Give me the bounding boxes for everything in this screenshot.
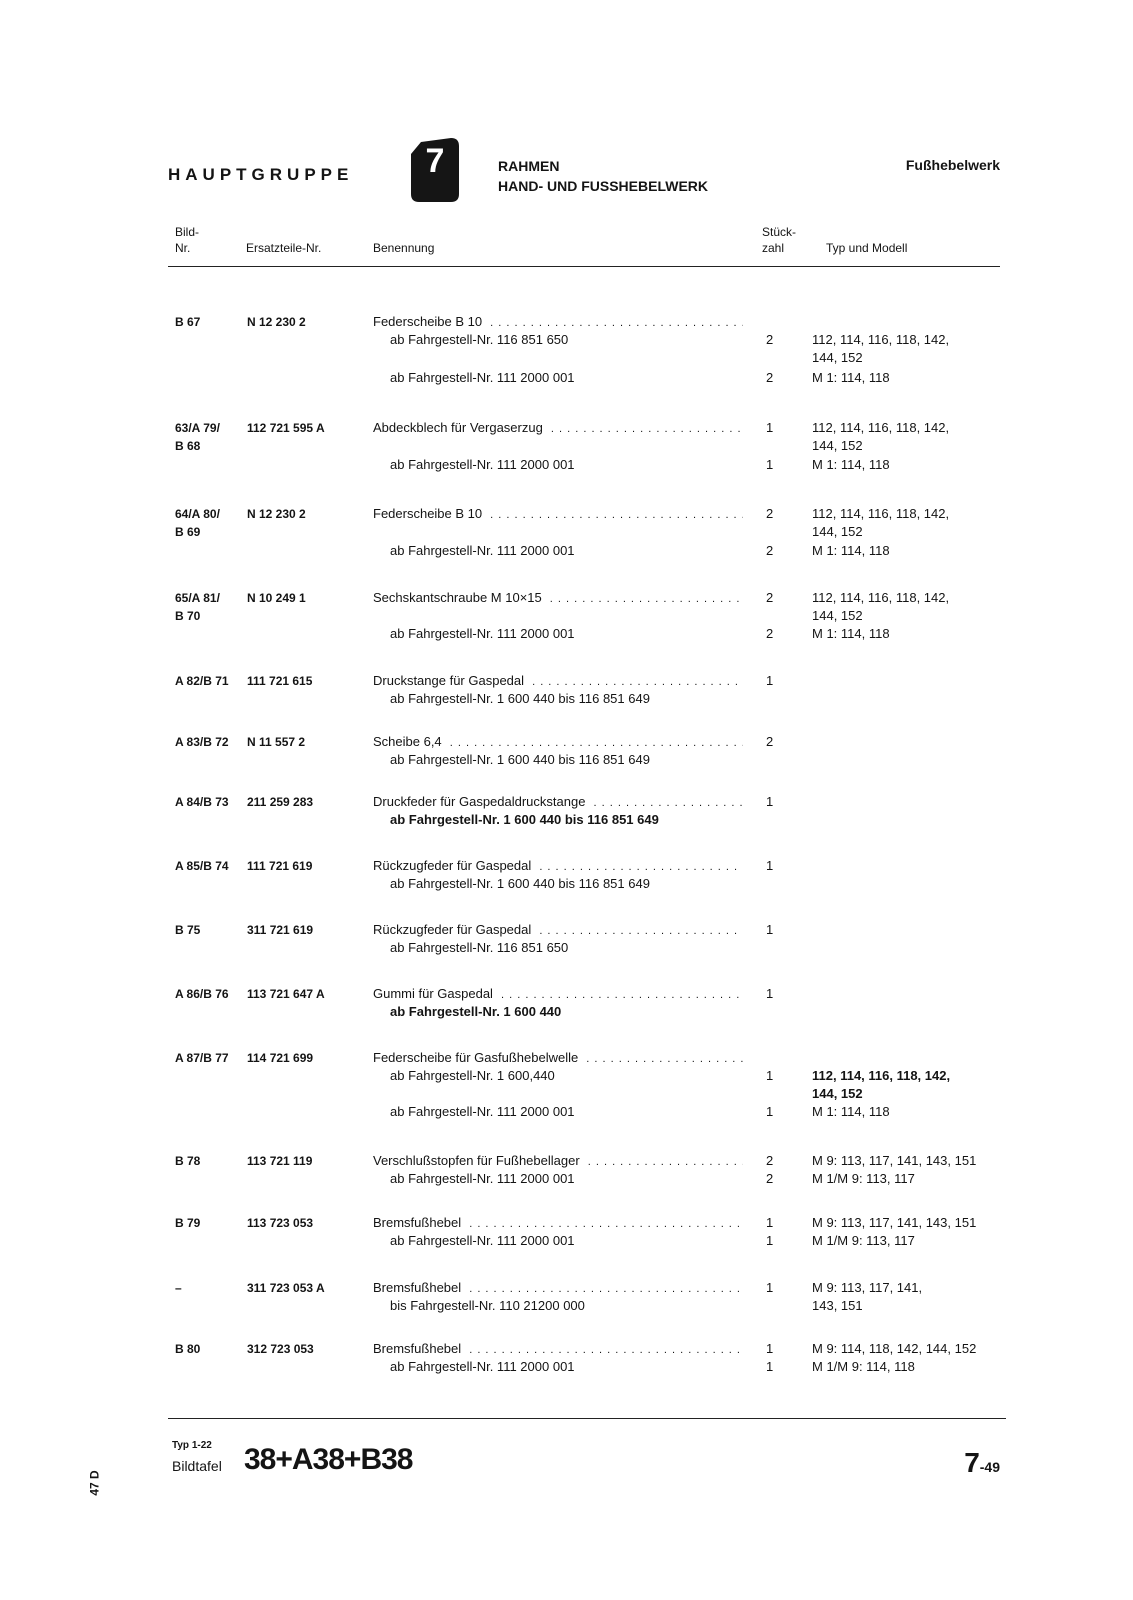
group-number: 7 xyxy=(425,142,445,180)
model-list: 112, 114, 116, 118, 142, xyxy=(812,332,950,347)
part-name xyxy=(373,505,743,524)
side-code: 47 D xyxy=(87,1470,102,1496)
page-number xyxy=(920,1447,1000,1479)
footer-rule xyxy=(168,1418,1006,1419)
model-list: M 9: 113, 117, 141, xyxy=(812,1280,923,1295)
quantity: 2 xyxy=(766,506,774,521)
part-name xyxy=(373,793,743,812)
part-name xyxy=(373,1049,743,1068)
model-list: M 1: 114, 118 xyxy=(812,370,890,385)
chassis-range: ab Fahrgestell-Nr. 111 2000 001 xyxy=(390,1233,575,1248)
model-list-cont: 144, 152 xyxy=(812,1086,863,1101)
model-list: 112, 114, 116, 118, 142, xyxy=(812,420,950,435)
part-name xyxy=(373,921,743,940)
part-nr: 211 259 283 xyxy=(247,795,314,809)
col-bild xyxy=(175,224,199,256)
col-qty-line2: zahl xyxy=(762,241,785,255)
part-name xyxy=(373,1340,743,1359)
model-list: M 1: 114, 118 xyxy=(812,457,890,472)
part-name-text: Druckfeder für Gaspedaldruckstange xyxy=(373,794,589,809)
part-nr: 113 723 053 xyxy=(247,1216,314,1230)
bild-nr-cont: B 69 xyxy=(175,525,201,539)
section-title-2: HAND- UND FUSSHEBELWERK xyxy=(498,178,708,194)
quantity: 2 xyxy=(766,370,774,385)
quantity: 1 xyxy=(766,420,774,435)
model-list: M 1/M 9: 113, 117 xyxy=(812,1233,915,1248)
col-model: Typ und Modell xyxy=(826,241,908,255)
chassis-range: ab Fahrgestell-Nr. 111 2000 001 xyxy=(390,543,575,558)
bild-nr: B 78 xyxy=(175,1154,201,1168)
chassis-range: ab Fahrgestell-Nr. 1 600 440 xyxy=(390,1004,562,1019)
part-name-text: Bremsfußhebel xyxy=(373,1341,465,1356)
part-name-text: Rückzugfeder für Gaspedal xyxy=(373,858,535,873)
header-rule xyxy=(168,266,1000,267)
quantity: 1 xyxy=(766,986,774,1001)
model-list: 112, 114, 116, 118, 142, xyxy=(812,1068,951,1083)
part-nr: 113 721 119 xyxy=(247,1154,313,1168)
part-nr: 113 721 647 A xyxy=(247,987,325,1001)
model-list: M 1: 114, 118 xyxy=(812,543,890,558)
quantity: 2 xyxy=(766,543,774,558)
bild-nr: A 87/B 77 xyxy=(175,1051,229,1065)
model-list: M 1/M 9: 113, 117 xyxy=(812,1171,915,1186)
section-title-1: RAHMEN xyxy=(498,158,560,174)
model-list: M 9: 113, 117, 141, 143, 151 xyxy=(812,1153,977,1168)
bild-nr: A 86/B 76 xyxy=(175,987,229,1001)
quantity: 1 xyxy=(766,858,774,873)
bild-nr: B 79 xyxy=(175,1216,201,1230)
model-list-cont: 144, 152 xyxy=(812,438,863,453)
model-list: 112, 114, 116, 118, 142, xyxy=(812,506,950,521)
model-list-cont: 144, 152 xyxy=(812,524,863,539)
part-name-text: Bremsfußhebel xyxy=(373,1280,465,1295)
chassis-range: ab Fahrgestell-Nr. 116 851 650 xyxy=(390,332,569,347)
chassis-range: ab Fahrgestell-Nr. 1 600 440 bis 116 851 649 xyxy=(390,812,659,827)
col-name: Benennung xyxy=(373,241,435,255)
quantity: 1 xyxy=(766,1068,774,1083)
part-name xyxy=(373,672,743,691)
bild-nr: A 83/B 72 xyxy=(175,735,229,749)
model-list: M 1/M 9: 114, 118 xyxy=(812,1359,915,1374)
bild-nr: 64/A 80/ xyxy=(175,507,220,521)
part-nr: 311 723 053 A xyxy=(247,1281,325,1295)
part-name-text: Federscheibe B 10 xyxy=(373,314,486,329)
quantity: 2 xyxy=(766,734,774,749)
bild-nr: B 75 xyxy=(175,923,201,937)
quantity: 1 xyxy=(766,1280,774,1295)
part-name-text: Bremsfußhebel xyxy=(373,1215,465,1230)
col-bild-line2: Nr. xyxy=(175,241,191,255)
part-nr: N 12 230 2 xyxy=(247,315,306,329)
bild-nr: – xyxy=(175,1281,182,1295)
part-name-text: Rückzugfeder für Gaspedal xyxy=(373,922,535,937)
part-nr: 311 721 619 xyxy=(247,923,314,937)
part-nr: 111 721 615 xyxy=(247,674,313,688)
type-label: Typ 1-22 xyxy=(172,1440,212,1451)
quantity: 2 xyxy=(766,590,774,605)
part-name xyxy=(373,1152,743,1171)
group-label: HAUPTGRUPPE xyxy=(168,165,354,184)
bild-nr: A 84/B 73 xyxy=(175,795,229,809)
bild-nr: B 67 xyxy=(175,315,201,329)
part-nr: 312 723 053 xyxy=(247,1342,314,1356)
part-name xyxy=(373,857,743,876)
part-name xyxy=(373,1214,743,1233)
part-name-text: Verschlußstopfen für Fußhebellager xyxy=(373,1153,584,1168)
bild-nr: B 80 xyxy=(175,1342,201,1356)
chassis-range: ab Fahrgestell-Nr. 1 600 440 bis 116 851 649 xyxy=(390,691,650,706)
bildtafel-value: 38+A38+B38 xyxy=(244,1443,413,1476)
part-nr: 111 721 619 xyxy=(247,859,313,873)
part-name-text: Abdeckblech für Vergaserzug xyxy=(373,420,547,435)
part-nr: N 10 249 1 xyxy=(247,591,306,605)
quantity: 1 xyxy=(766,1215,774,1230)
bild-nr: A 85/B 74 xyxy=(175,859,229,873)
chassis-range: ab Fahrgestell-Nr. 111 2000 001 xyxy=(390,457,575,472)
part-name xyxy=(373,733,743,752)
part-name-text: Druckstange für Gaspedal xyxy=(373,673,528,688)
group-badge xyxy=(407,136,463,206)
chassis-range: ab Fahrgestell-Nr. 1 600 440 bis 116 851 649 xyxy=(390,876,650,891)
quantity: 1 xyxy=(766,922,774,937)
model-list: M 1: 114, 118 xyxy=(812,1104,890,1119)
chassis-range: ab Fahrgestell-Nr. 111 2000 001 xyxy=(390,1171,575,1186)
model-list-cont: 144, 152 xyxy=(812,350,863,365)
part-name-text: Federscheibe B 10 xyxy=(373,506,486,521)
part-nr: 112 721 595 A xyxy=(247,421,325,435)
col-part: Ersatzteile-Nr. xyxy=(246,241,322,255)
quantity: 1 xyxy=(766,1104,774,1119)
chassis-range: ab Fahrgestell-Nr. 111 2000 001 xyxy=(390,1359,575,1374)
bild-nr: 63/A 79/ xyxy=(175,421,220,435)
model-list: M 1: 114, 118 xyxy=(812,626,890,641)
part-name-text: Sechskantschraube M 10×15 xyxy=(373,590,546,605)
quantity: 1 xyxy=(766,1359,774,1374)
model-list: M 9: 114, 118, 142, 144, 152 xyxy=(812,1341,977,1356)
quantity: 2 xyxy=(766,626,774,641)
part-name xyxy=(373,1279,743,1298)
bildtafel-label: Bildtafel xyxy=(172,1458,222,1474)
col-qty-line1: Stück- xyxy=(762,225,797,239)
quantity: 2 xyxy=(766,1153,774,1168)
quantity: 1 xyxy=(766,794,774,809)
model-list-cont: 143, 151 xyxy=(812,1298,863,1313)
page-main: 7 xyxy=(964,1447,980,1478)
chassis-range: ab Fahrgestell-Nr. 1 600 440 bis 116 851 649 xyxy=(390,752,650,767)
chassis-range: bis Fahrgestell-Nr. 110 21200 000 xyxy=(390,1298,585,1313)
chassis-range: ab Fahrgestell-Nr. 116 851 650 xyxy=(390,940,569,955)
part-name-text: Scheibe 6,4 xyxy=(373,734,446,749)
bild-nr: A 82/B 71 xyxy=(175,674,229,688)
bild-nr-cont: B 70 xyxy=(175,609,201,623)
quantity: 1 xyxy=(766,1341,774,1356)
bild-nr-cont: B 68 xyxy=(175,439,201,453)
model-list-cont: 144, 152 xyxy=(812,608,863,623)
page-sub: -49 xyxy=(979,1459,1000,1475)
quantity: 1 xyxy=(766,457,774,472)
chassis-range: ab Fahrgestell-Nr. 111 2000 001 xyxy=(390,626,575,641)
col-qty xyxy=(762,224,796,256)
quantity: 1 xyxy=(766,1233,774,1248)
quantity: 2 xyxy=(766,332,774,347)
chassis-range: ab Fahrgestell-Nr. 111 2000 001 xyxy=(390,1104,575,1119)
model-list: 112, 114, 116, 118, 142, xyxy=(812,590,950,605)
quantity: 1 xyxy=(766,673,774,688)
col-bild-line1: Bild- xyxy=(175,225,200,239)
chassis-range: ab Fahrgestell-Nr. 1 600,440 xyxy=(390,1068,555,1083)
bild-nr: 65/A 81/ xyxy=(175,591,220,605)
model-list: M 9: 113, 117, 141, 143, 151 xyxy=(812,1215,977,1230)
chassis-range: ab Fahrgestell-Nr. 111 2000 001 xyxy=(390,370,575,385)
part-nr: N 12 230 2 xyxy=(247,507,306,521)
part-name-text: Gummi für Gaspedal xyxy=(373,986,497,1001)
quantity: 2 xyxy=(766,1171,774,1186)
part-name-text: Federscheibe für Gasfußhebelwelle xyxy=(373,1050,582,1065)
part-name xyxy=(373,313,743,332)
part-name xyxy=(373,985,743,1004)
part-nr: 114 721 699 xyxy=(247,1051,314,1065)
part-nr: N 11 557 2 xyxy=(247,735,306,749)
right-title: Fußhebelwerk xyxy=(905,157,1000,173)
part-name xyxy=(373,419,743,438)
part-name xyxy=(373,589,743,608)
